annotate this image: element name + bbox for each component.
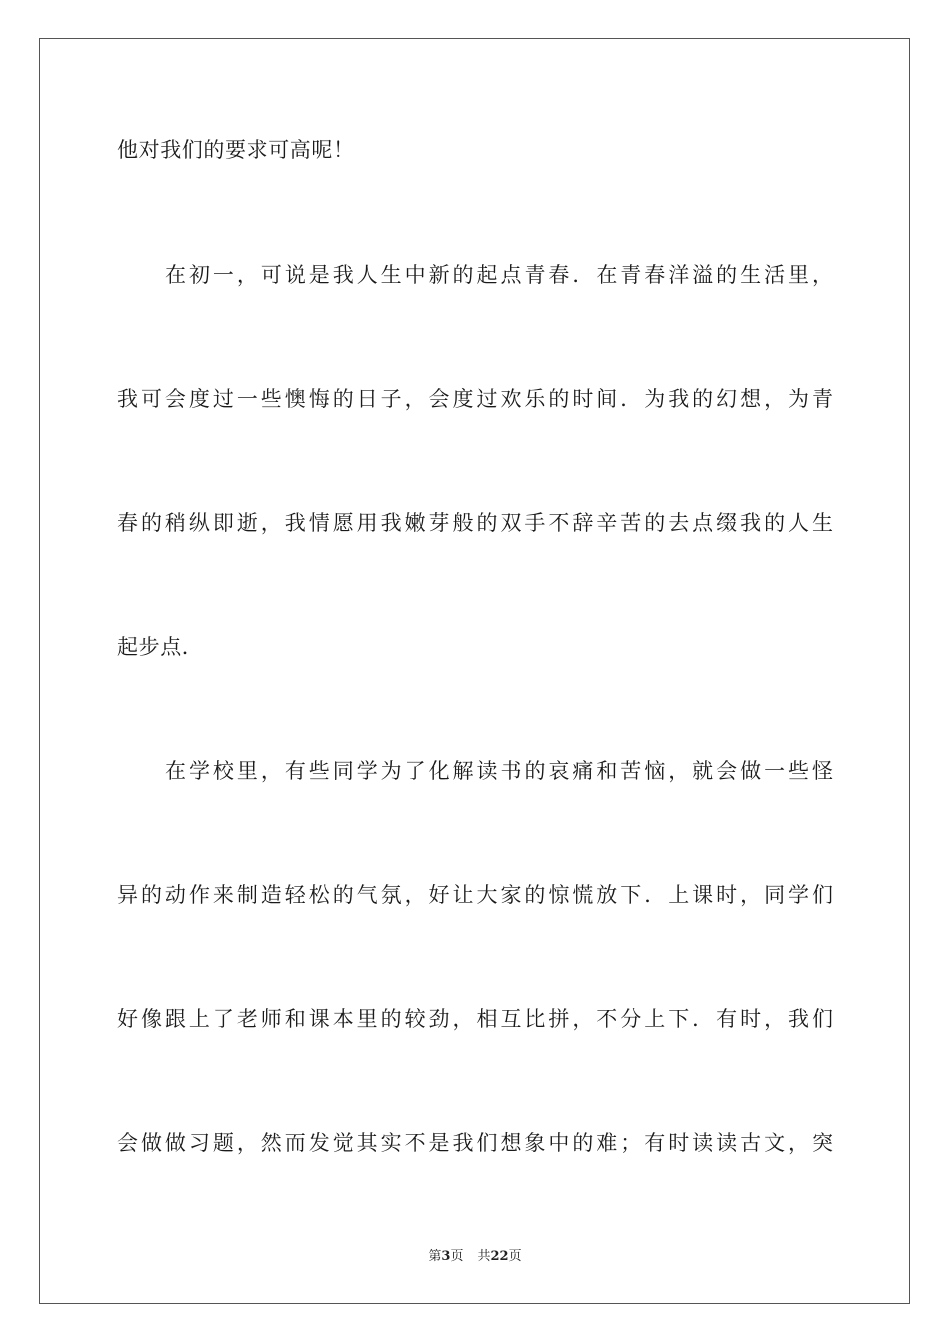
page-suffix: 页 (450, 1249, 464, 1264)
text-line-9: 会做做习题，然而发觉其实不是我们想象中的难；有时读读古文，突 (117, 1131, 833, 1155)
text-line-3: 我可会度过一些懊悔的日子，会度过欢乐的时间．为我的幻想，为青 (117, 387, 833, 411)
text-line-8: 好像跟上了老师和课本里的较劲，相互比拼，不分上下．有时，我们 (117, 1007, 833, 1031)
page-border (39, 38, 910, 1304)
page-number: 3 (441, 1249, 451, 1264)
text-line-7: 异的动作来制造轻松的气氛，好让大家的惊慌放下．上课时，同学们 (117, 883, 833, 907)
text-line-2: 在初一，可说是我人生中新的起点青春．在青春洋溢的生活里， (165, 263, 833, 287)
total-prefix: 共 (477, 1249, 491, 1264)
text-line-5: 起步点． (117, 635, 204, 659)
page-prefix: 第 (428, 1249, 442, 1264)
total-suffix: 页 (508, 1249, 522, 1264)
text-line-1: 他对我们的要求可高呢！ (117, 138, 355, 162)
text-line-6: 在学校里，有些同学为了化解读书的哀痛和苦恼，就会做一些怪 (165, 759, 833, 783)
total-pages: 22 (490, 1249, 509, 1264)
text-line-4: 春的稍纵即逝，我情愿用我嫩芽般的双手不辞辛苦的去点缀我的人生 (117, 511, 833, 535)
page-footer (0, 1248, 950, 1266)
